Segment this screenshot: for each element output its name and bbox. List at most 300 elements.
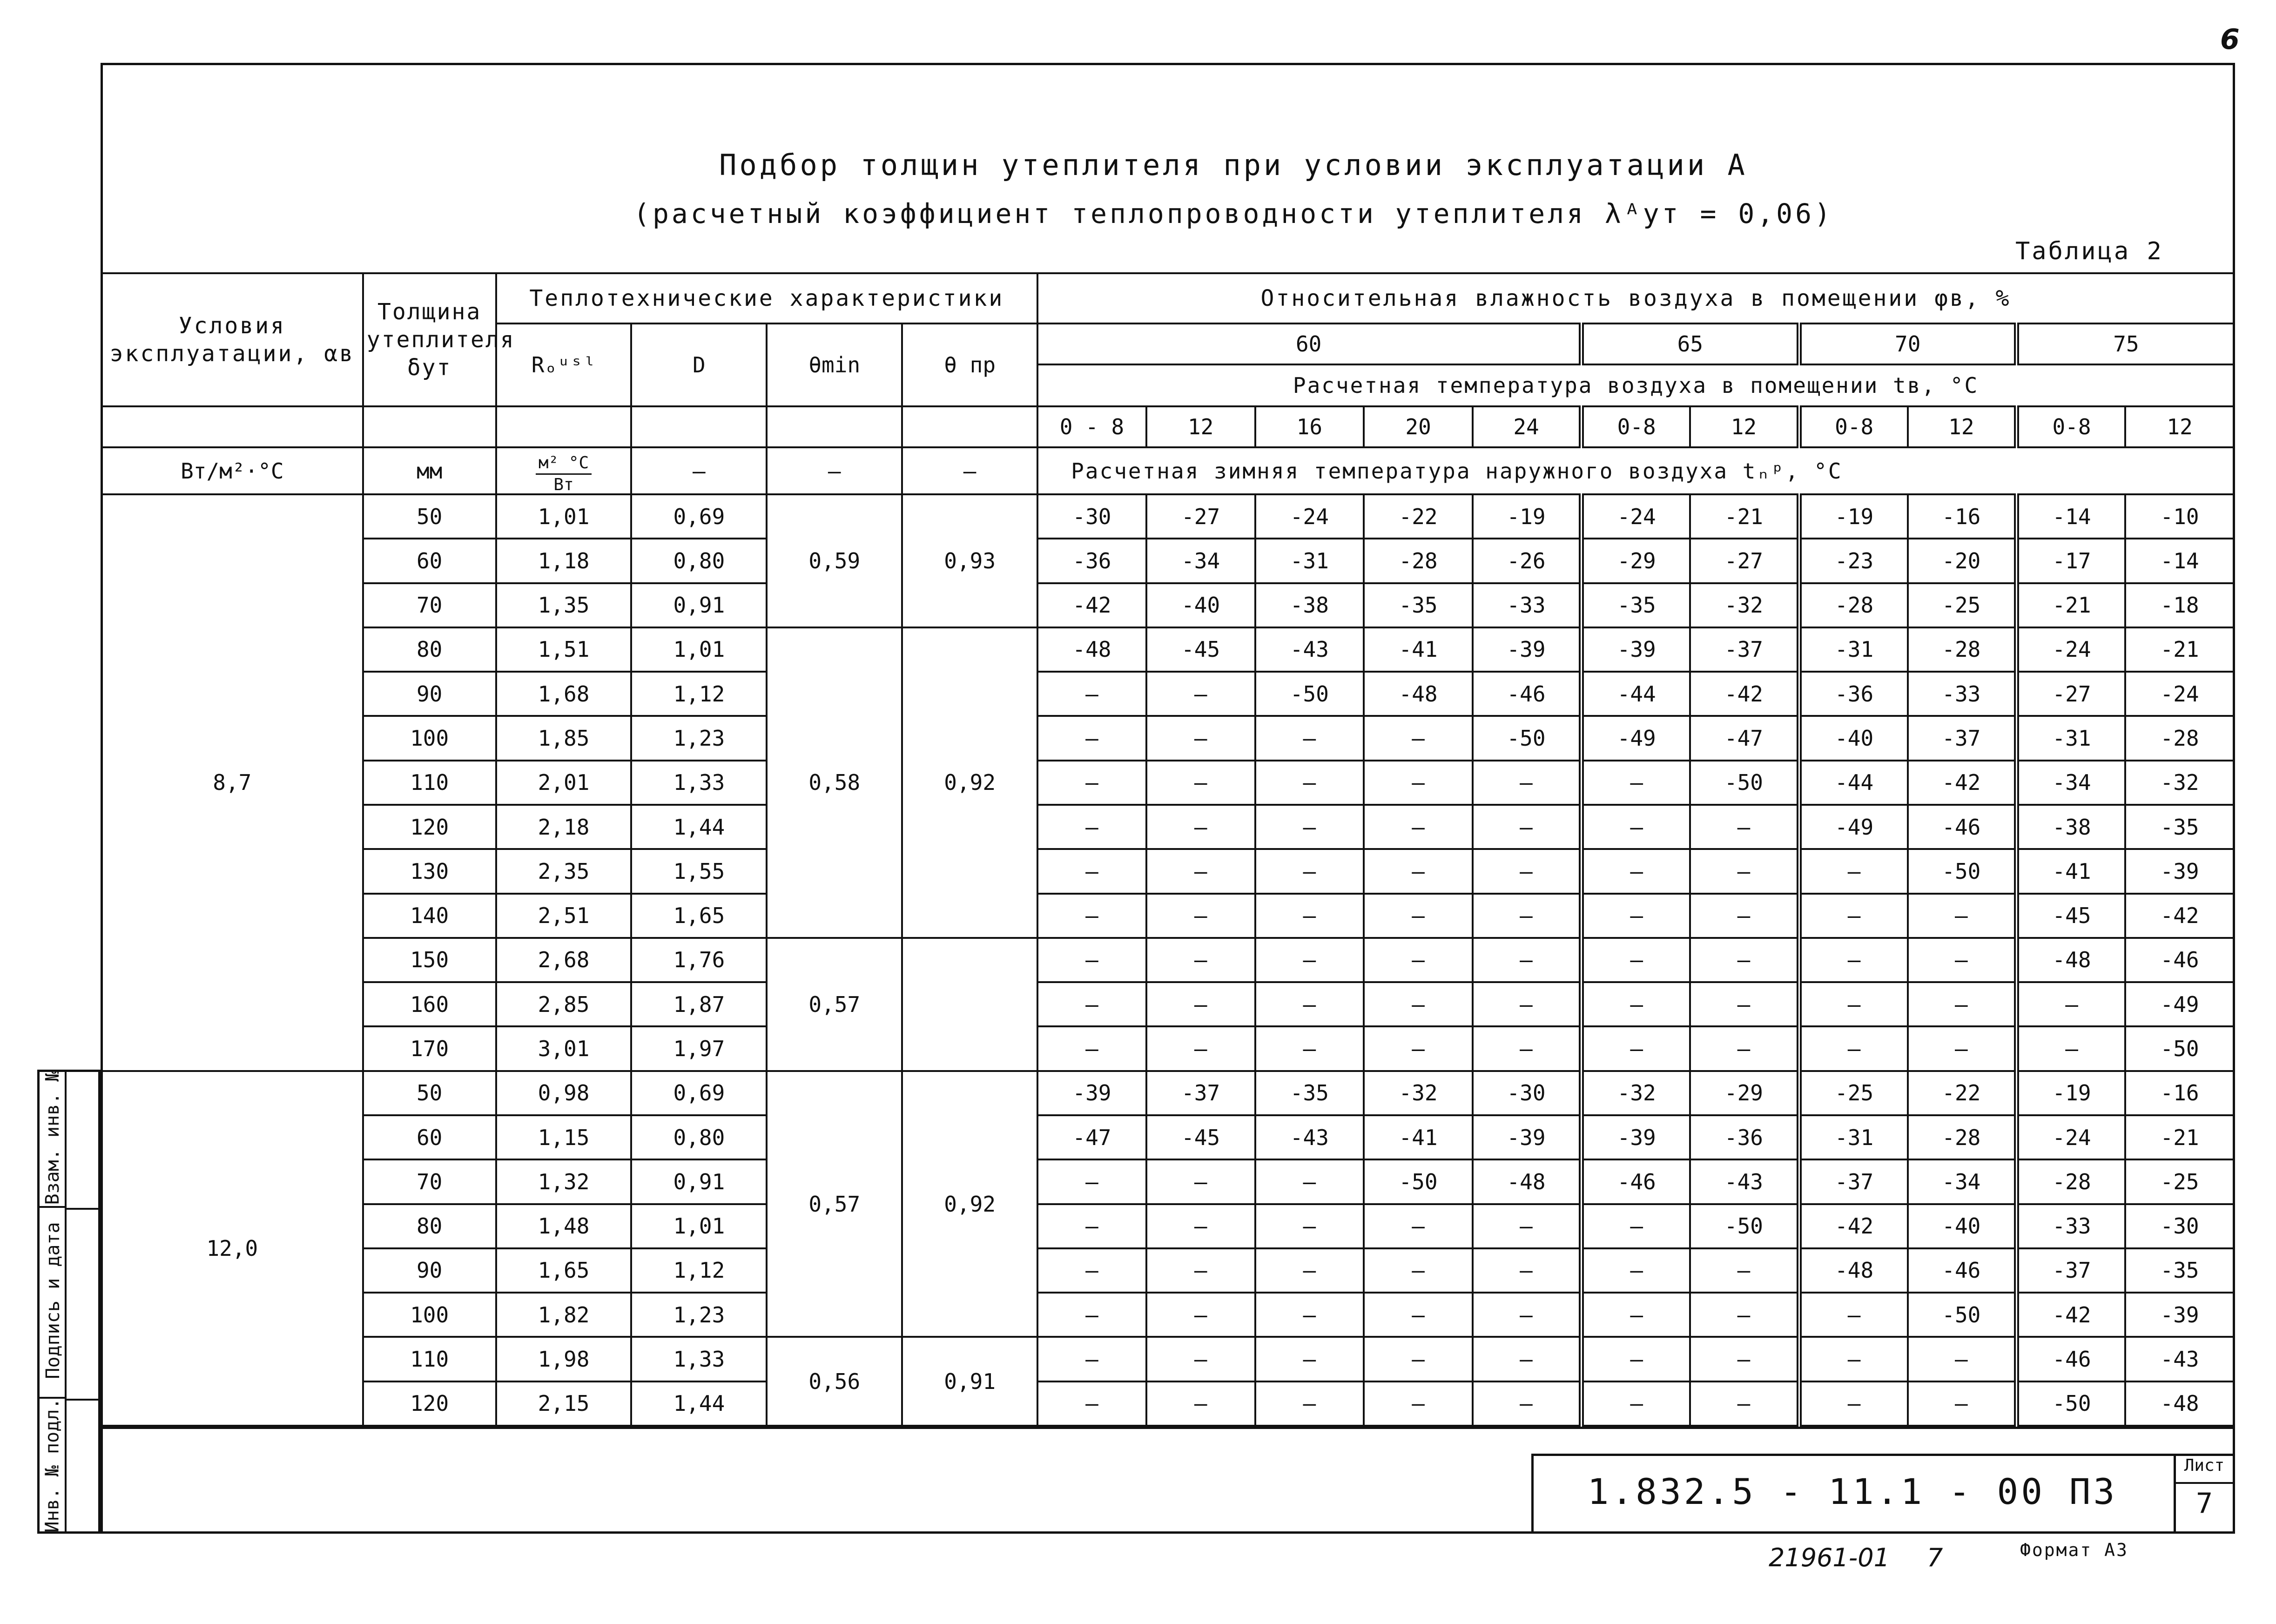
cell-outdoor-temp: -48	[1364, 672, 1473, 716]
cell-outdoor-temp: —	[1690, 1293, 1799, 1337]
cell-outdoor-temp: —	[1473, 1337, 1582, 1381]
cell-thickness: 70	[363, 1159, 496, 1204]
cell-outdoor-temp: -39	[2125, 849, 2234, 893]
cell-thickness: 110	[363, 761, 496, 805]
table-row	[101, 672, 2234, 716]
insulation-table	[101, 272, 2235, 1427]
cell-theta-min: 0,56	[767, 1337, 902, 1426]
stamp-segment	[40, 1072, 65, 1208]
cell-theta-pr: 0,92	[902, 627, 1037, 938]
side-stamp	[37, 1070, 101, 1534]
cell-thickness: 170	[363, 1026, 496, 1071]
cell-r: 1,85	[496, 716, 632, 760]
cell-outdoor-temp: —	[1690, 849, 1799, 893]
cell-outdoor-temp: -19	[1799, 494, 1908, 539]
unit-d: —	[631, 447, 767, 494]
cell-outdoor-temp: -28	[2125, 716, 2234, 760]
cell-thickness: 80	[363, 627, 496, 672]
cell-r: 1,15	[496, 1115, 632, 1159]
cell-theta-pr	[902, 938, 1037, 1071]
inventory-number: 21961-01	[1769, 1543, 1890, 1572]
cell-outdoor-temp: -49	[2125, 982, 2234, 1026]
cell-outdoor-temp: -36	[1799, 672, 1908, 716]
cell-outdoor-temp: —	[1799, 849, 1908, 893]
header-blank	[631, 406, 767, 447]
cell-outdoor-temp: -20	[1908, 539, 2017, 583]
cell-r: 1,51	[496, 627, 632, 672]
cell-d: 1,97	[631, 1026, 767, 1071]
table-label: Таблица 2	[2015, 237, 2163, 265]
cell-outdoor-temp: -43	[1690, 1159, 1799, 1204]
cell-r: 2,68	[496, 938, 632, 982]
temp-col: 0-8	[1799, 406, 1908, 447]
cell-outdoor-temp: —	[1146, 982, 1255, 1026]
cell-d: 1,76	[631, 938, 767, 982]
cell-outdoor-temp: —	[2016, 1026, 2125, 1071]
cell-outdoor-temp: -18	[2125, 583, 2234, 627]
header-theta-min: θmin	[767, 323, 902, 406]
cell-theta-min: 0,59	[767, 494, 902, 627]
cell-outdoor-temp: —	[1037, 938, 1146, 982]
page-number: 6	[2220, 23, 2240, 56]
cell-outdoor-temp: -50	[1690, 1204, 1799, 1248]
cell-outdoor-temp: -45	[2016, 894, 2125, 938]
cell-outdoor-temp: -50	[1255, 672, 1364, 716]
cell-outdoor-temp: —	[1255, 982, 1364, 1026]
cell-outdoor-temp: -33	[1908, 672, 2017, 716]
cell-outdoor-temp: —	[1146, 1293, 1255, 1337]
cell-outdoor-temp: -14	[2125, 539, 2234, 583]
cell-outdoor-temp: -24	[2016, 1115, 2125, 1159]
unit-r	[496, 447, 632, 494]
cell-d: 1,87	[631, 982, 767, 1026]
cell-outdoor-temp: -31	[1799, 627, 1908, 672]
cell-r: 2,35	[496, 849, 632, 893]
table-row	[101, 1026, 2234, 1071]
cell-outdoor-temp: —	[1037, 982, 1146, 1026]
cell-outdoor-temp: -41	[1364, 627, 1473, 672]
temp-col: 16	[1255, 406, 1364, 447]
cell-r: 1,32	[496, 1159, 632, 1204]
stamp-segment	[40, 1399, 65, 1536]
cell-outdoor-temp: —	[1364, 982, 1473, 1026]
cell-outdoor-temp: —	[1146, 1248, 1255, 1293]
cell-outdoor-temp: —	[1037, 672, 1146, 716]
cell-outdoor-temp: —	[1037, 894, 1146, 938]
cell-outdoor-temp: —	[1582, 849, 1690, 893]
units-row	[101, 447, 2234, 494]
cell-outdoor-temp: -36	[1037, 539, 1146, 583]
cell-outdoor-temp: —	[1146, 1381, 1255, 1426]
stamp-label-column	[40, 1072, 67, 1531]
cell-outdoor-temp: -44	[1799, 761, 1908, 805]
cell-outdoor-temp: -35	[1364, 583, 1473, 627]
cell-outdoor-temp: —	[1037, 1159, 1146, 1204]
cell-r: 2,15	[496, 1381, 632, 1426]
cell-outdoor-temp: —	[1799, 938, 1908, 982]
cell-outdoor-temp: -16	[2125, 1071, 2234, 1115]
header-humidity-group: Относительная влажность воздуха в помещении φв, %	[1037, 273, 2234, 323]
humidity-75: 75	[2016, 323, 2234, 364]
cell-outdoor-temp: -40	[1908, 1204, 2017, 1248]
cell-outdoor-temp: -30	[2125, 1204, 2234, 1248]
cell-d: 1,23	[631, 716, 767, 760]
cell-outdoor-temp: -24	[2125, 672, 2234, 716]
unit-r-den: Вт	[553, 475, 574, 494]
cell-outdoor-temp: -50	[1364, 1159, 1473, 1204]
humidity-70: 70	[1799, 323, 2016, 364]
cell-outdoor-temp: -21	[1690, 494, 1799, 539]
cell-outdoor-temp: -46	[2016, 1337, 2125, 1381]
cell-outdoor-temp: -46	[1908, 1248, 2017, 1293]
cell-outdoor-temp: -33	[2016, 1204, 2125, 1248]
cell-thickness: 100	[363, 1293, 496, 1337]
cell-outdoor-temp: -45	[1146, 1115, 1255, 1159]
cell-outdoor-temp: -42	[1799, 1204, 1908, 1248]
paper-format: Формат А3	[2020, 1540, 2128, 1560]
inventory-sheet: 7	[1927, 1543, 1943, 1572]
cell-outdoor-temp: —	[2016, 982, 2125, 1026]
cell-outdoor-temp: —	[1473, 1204, 1582, 1248]
cell-r: 0,98	[496, 1071, 632, 1115]
table-body	[101, 494, 2234, 1426]
cell-outdoor-temp: -14	[2016, 494, 2125, 539]
cell-outdoor-temp: —	[1037, 1248, 1146, 1293]
cell-outdoor-temp: -50	[2016, 1381, 2125, 1426]
table-title: Подбор толщин утеплителя при условии эксплуатации А	[719, 148, 1748, 182]
cell-d: 0,69	[631, 1071, 767, 1115]
stamp-signature-date: Подпись и дата	[42, 1222, 64, 1379]
header-d: D	[631, 323, 767, 406]
cell-outdoor-temp: —	[1473, 1026, 1582, 1071]
cell-outdoor-temp: -39	[1037, 1071, 1146, 1115]
cell-outdoor-temp: -38	[2016, 805, 2125, 849]
cell-outdoor-temp: -21	[2016, 583, 2125, 627]
cell-outdoor-temp: —	[1146, 1204, 1255, 1248]
cell-outdoor-temp: -31	[1255, 539, 1364, 583]
cell-d: 0,80	[631, 1115, 767, 1159]
cell-outdoor-temp: -16	[1908, 494, 2017, 539]
cell-outdoor-temp: —	[1799, 894, 1908, 938]
cell-outdoor-temp: —	[1255, 938, 1364, 982]
cell-thickness: 60	[363, 1115, 496, 1159]
cell-outdoor-temp: -22	[1364, 494, 1473, 539]
table-row	[101, 627, 2234, 672]
cell-r: 2,01	[496, 761, 632, 805]
stamp-original-inventory: Инв. № подл.	[41, 1398, 63, 1533]
cell-outdoor-temp: -32	[1364, 1071, 1473, 1115]
cell-outdoor-temp: -42	[1908, 761, 2017, 805]
cell-outdoor-temp: -43	[1255, 627, 1364, 672]
cell-r: 2,85	[496, 982, 632, 1026]
cell-outdoor-temp: —	[1908, 982, 2017, 1026]
cell-outdoor-temp: -39	[1582, 627, 1690, 672]
cell-outdoor-temp: -50	[1690, 761, 1799, 805]
cell-outdoor-temp: -46	[2125, 938, 2234, 982]
cell-r: 1,35	[496, 583, 632, 627]
table-row	[101, 1071, 2234, 1115]
cell-outdoor-temp: —	[1364, 1381, 1473, 1426]
cell-thickness: 130	[363, 849, 496, 893]
cell-outdoor-temp: —	[1799, 982, 1908, 1026]
table-row	[101, 1115, 2234, 1159]
cell-outdoor-temp: —	[1582, 1204, 1690, 1248]
cell-outdoor-temp: -34	[2016, 761, 2125, 805]
cell-outdoor-temp: -49	[1799, 805, 1908, 849]
cell-thickness: 140	[363, 894, 496, 938]
stamp-replaced-inventory: Взам. инв. №	[42, 1070, 63, 1205]
cell-outdoor-temp: -39	[1582, 1115, 1690, 1159]
cell-outdoor-temp: —	[1255, 849, 1364, 893]
cell-outdoor-temp: -42	[2125, 894, 2234, 938]
table-row	[101, 761, 2234, 805]
cell-r: 1,01	[496, 494, 632, 539]
cell-theta-pr: 0,93	[902, 494, 1037, 627]
sheet-label: Лист	[2174, 1456, 2235, 1484]
cell-outdoor-temp: —	[1037, 1337, 1146, 1381]
cell-outdoor-temp: -43	[1255, 1115, 1364, 1159]
cell-d: 1,33	[631, 1337, 767, 1381]
cell-outdoor-temp: -33	[1473, 583, 1582, 627]
cell-d: 1,12	[631, 1248, 767, 1293]
cell-d: 1,65	[631, 894, 767, 938]
cell-outdoor-temp: —	[1037, 716, 1146, 760]
cell-alpha: 12,0	[101, 1071, 363, 1426]
cell-outdoor-temp: —	[1690, 1026, 1799, 1071]
cell-thickness: 60	[363, 539, 496, 583]
cell-d: 0,91	[631, 1159, 767, 1204]
cell-r: 2,51	[496, 894, 632, 938]
cell-outdoor-temp: -35	[2125, 1248, 2234, 1293]
temp-col: 12	[2125, 406, 2234, 447]
cell-outdoor-temp: —	[1037, 805, 1146, 849]
header-indoor-temp: Расчетная температура воздуха в помещении tв, °C	[1037, 364, 2234, 406]
cell-outdoor-temp: —	[1146, 938, 1255, 982]
header-r: Rₒᵘˢˡ	[496, 323, 632, 406]
cell-outdoor-temp: -28	[1908, 1115, 2017, 1159]
header-thermal-group: Теплотехнические характеристики	[496, 273, 1038, 323]
cell-outdoor-temp: -26	[1473, 539, 1582, 583]
cell-outdoor-temp: —	[1037, 761, 1146, 805]
temp-col: 12	[1146, 406, 1255, 447]
cell-outdoor-temp: —	[1582, 1248, 1690, 1293]
cell-outdoor-temp: —	[1146, 894, 1255, 938]
cell-outdoor-temp: —	[1364, 805, 1473, 849]
cell-outdoor-temp: —	[1690, 805, 1799, 849]
cell-theta-pr: 0,91	[902, 1337, 1037, 1426]
cell-d: 1,55	[631, 849, 767, 893]
cell-outdoor-temp: —	[1690, 982, 1799, 1026]
cell-outdoor-temp: -32	[1690, 583, 1799, 627]
cell-outdoor-temp: -32	[1582, 1071, 1690, 1115]
cell-outdoor-temp: —	[1908, 1381, 2017, 1426]
cell-outdoor-temp: —	[1799, 1381, 1908, 1426]
cell-thickness: 120	[363, 805, 496, 849]
table-subtitle: (расчетный коэффициент теплопроводности утеплителя λᴬут = 0,06)	[633, 198, 1833, 229]
cell-thickness: 50	[363, 1071, 496, 1115]
cell-outdoor-temp: —	[1473, 938, 1582, 982]
cell-outdoor-temp: -19	[1473, 494, 1582, 539]
cell-outdoor-temp: —	[1255, 894, 1364, 938]
temp-columns-row	[101, 406, 2234, 447]
cell-d: 1,12	[631, 672, 767, 716]
cell-thickness: 100	[363, 716, 496, 760]
cell-r: 3,01	[496, 1026, 632, 1071]
stamp-divider	[67, 1399, 103, 1401]
temp-col: 0 - 8	[1037, 406, 1146, 447]
cell-outdoor-temp: -21	[2125, 627, 2234, 672]
cell-outdoor-temp: —	[1255, 1204, 1364, 1248]
cell-outdoor-temp: -28	[1364, 539, 1473, 583]
humidity-60: 60	[1037, 323, 1582, 364]
table-row	[101, 1159, 2234, 1204]
cell-outdoor-temp: —	[1473, 894, 1582, 938]
cell-outdoor-temp: —	[1908, 1026, 2017, 1071]
cell-outdoor-temp: -19	[2016, 1071, 2125, 1115]
cell-outdoor-temp: —	[1473, 1381, 1582, 1426]
cell-outdoor-temp: -38	[1255, 583, 1364, 627]
table-row	[101, 1248, 2234, 1293]
cell-outdoor-temp: -24	[2016, 627, 2125, 672]
cell-outdoor-temp: -35	[2125, 805, 2234, 849]
cell-outdoor-temp: —	[1364, 849, 1473, 893]
cell-outdoor-temp: -44	[1582, 672, 1690, 716]
cell-outdoor-temp: —	[1255, 1337, 1364, 1381]
table-row	[101, 849, 2234, 893]
cell-outdoor-temp: -25	[2125, 1159, 2234, 1204]
cell-r: 1,98	[496, 1337, 632, 1381]
header-conditions: Условия эксплуатации, αв	[101, 273, 363, 406]
cell-outdoor-temp: -35	[1255, 1071, 1364, 1115]
stamp-divider	[67, 1208, 103, 1210]
unit-r-num: м² °С	[536, 455, 592, 475]
document-number: 1.832.5 - 11.1 - 00 ПЗ	[1587, 1471, 2118, 1512]
cell-outdoor-temp: -39	[2125, 1293, 2234, 1337]
stamp-segment	[40, 1208, 65, 1399]
cell-outdoor-temp: -31	[2016, 716, 2125, 760]
cell-outdoor-temp: —	[1255, 761, 1364, 805]
cell-outdoor-temp: -48	[1799, 1248, 1908, 1293]
cell-thickness: 160	[363, 982, 496, 1026]
cell-outdoor-temp: -48	[1037, 627, 1146, 672]
cell-outdoor-temp: —	[1908, 894, 2017, 938]
cell-alpha: 8,7	[101, 494, 363, 1071]
cell-outdoor-temp: -41	[2016, 849, 2125, 893]
cell-d: 0,80	[631, 539, 767, 583]
cell-outdoor-temp: -48	[2125, 1381, 2234, 1426]
cell-outdoor-temp: -28	[1908, 627, 2017, 672]
cell-outdoor-temp: —	[1255, 716, 1364, 760]
cell-outdoor-temp: -34	[1146, 539, 1255, 583]
cell-outdoor-temp: —	[1473, 1293, 1582, 1337]
cell-outdoor-temp: -43	[2125, 1337, 2234, 1381]
cell-outdoor-temp: —	[1799, 1026, 1908, 1071]
cell-outdoor-temp: -42	[1690, 672, 1799, 716]
table-row	[101, 1293, 2234, 1337]
cell-outdoor-temp: -46	[1473, 672, 1582, 716]
cell-outdoor-temp: -37	[1690, 627, 1799, 672]
cell-outdoor-temp: -50	[2125, 1026, 2234, 1071]
cell-outdoor-temp: -22	[1908, 1071, 2017, 1115]
cell-outdoor-temp: -25	[1799, 1071, 1908, 1115]
cell-thickness: 80	[363, 1204, 496, 1248]
cell-outdoor-temp: -24	[1582, 494, 1690, 539]
cell-outdoor-temp: —	[1146, 849, 1255, 893]
cell-thickness: 90	[363, 1248, 496, 1293]
cell-d: 1,33	[631, 761, 767, 805]
cell-outdoor-temp: —	[1473, 1248, 1582, 1293]
cell-outdoor-temp: —	[1582, 1026, 1690, 1071]
cell-outdoor-temp: —	[1037, 1204, 1146, 1248]
cell-outdoor-temp: -24	[1255, 494, 1364, 539]
cell-outdoor-temp: -40	[1799, 716, 1908, 760]
table-row	[101, 583, 2234, 627]
cell-outdoor-temp: -39	[1473, 1115, 1582, 1159]
cell-outdoor-temp: -40	[1146, 583, 1255, 627]
cell-outdoor-temp: —	[1364, 1248, 1473, 1293]
cell-outdoor-temp: -36	[1690, 1115, 1799, 1159]
cell-theta-pr: 0,92	[902, 1071, 1037, 1337]
cell-outdoor-temp: —	[1146, 716, 1255, 760]
table-row	[101, 982, 2234, 1026]
header-blank	[767, 406, 902, 447]
cell-outdoor-temp: -39	[1473, 627, 1582, 672]
cell-outdoor-temp: -46	[1908, 805, 2017, 849]
temp-col: 24	[1473, 406, 1582, 447]
cell-outdoor-temp: -45	[1146, 627, 1255, 672]
unit-theta-min: —	[767, 447, 902, 494]
cell-outdoor-temp: —	[1255, 1026, 1364, 1071]
cell-outdoor-temp: —	[1255, 805, 1364, 849]
cell-r: 1,82	[496, 1293, 632, 1337]
temp-col: 20	[1364, 406, 1473, 447]
cell-outdoor-temp: —	[1255, 1159, 1364, 1204]
cell-d: 1,01	[631, 627, 767, 672]
cell-outdoor-temp: —	[1582, 1293, 1690, 1337]
cell-outdoor-temp: -50	[1908, 1293, 2017, 1337]
cell-outdoor-temp: -32	[2125, 761, 2234, 805]
cell-thickness: 90	[363, 672, 496, 716]
table-row	[101, 894, 2234, 938]
cell-outdoor-temp: —	[1037, 1293, 1146, 1337]
temp-col: 12	[1908, 406, 2017, 447]
cell-outdoor-temp: —	[1364, 716, 1473, 760]
cell-outdoor-temp: —	[1582, 1381, 1690, 1426]
cell-outdoor-temp: -28	[1799, 583, 1908, 627]
cell-outdoor-temp: —	[1364, 1337, 1473, 1381]
table-row	[101, 805, 2234, 849]
table-row	[101, 494, 2234, 539]
sheet-number: 7	[2195, 1487, 2213, 1520]
cell-outdoor-temp: -29	[1690, 1071, 1799, 1115]
cell-outdoor-temp: -35	[1582, 583, 1690, 627]
cell-theta-min: 0,57	[767, 938, 902, 1071]
cell-outdoor-temp: —	[1146, 1337, 1255, 1381]
cell-thickness: 120	[363, 1381, 496, 1426]
table-row	[101, 938, 2234, 982]
cell-outdoor-temp: —	[1364, 938, 1473, 982]
cell-thickness: 110	[363, 1337, 496, 1381]
cell-outdoor-temp: —	[1473, 849, 1582, 893]
cell-outdoor-temp: -37	[2016, 1248, 2125, 1293]
unit-thickness: мм	[363, 447, 496, 494]
cell-outdoor-temp: -37	[1146, 1071, 1255, 1115]
cell-outdoor-temp: -30	[1473, 1071, 1582, 1115]
cell-outdoor-temp: -46	[1582, 1159, 1690, 1204]
cell-outdoor-temp: -25	[1908, 583, 2017, 627]
table-row	[101, 1381, 2234, 1426]
cell-outdoor-temp: —	[1146, 672, 1255, 716]
